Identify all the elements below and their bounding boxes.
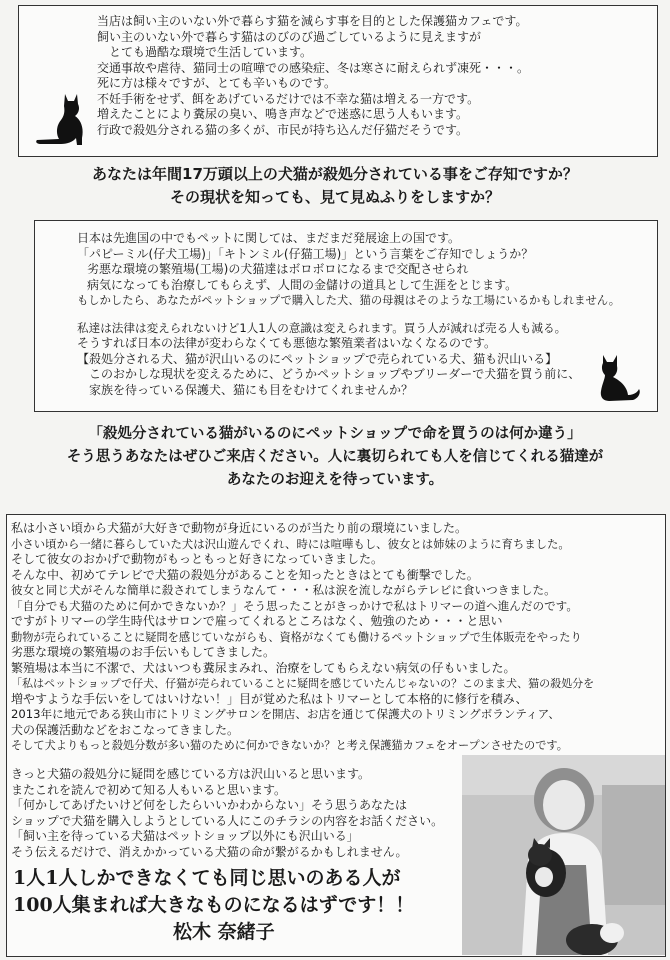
story-line: そして彼女のおかげで動物がもっともっと好きになっていきました。	[11, 552, 384, 566]
headline-line: その現状を知っても、見て見ぬふりをしますか？	[169, 188, 500, 206]
intro-line: 交通事故や虐待、猫同士の喧嘩での感染症、冬は寒さに耐えられず凍死・・・。	[97, 60, 530, 75]
author-photo	[462, 755, 665, 955]
industry-line: 「パピーミル(仔犬工場)」「キトンミル(仔猫工場)」という言葉をご存知でしょうか？	[77, 246, 534, 261]
industry-line: 私達は法律は変えられないけど1人1人の意識は変えられます。買う人が減れば売る人も減る。	[77, 320, 567, 335]
industry-line: もしかしたら、あなたがペットショップで購入した犬、猫の母親はそのような工場にいるかもしれません。	[77, 294, 621, 307]
intro-text	[97, 14, 529, 138]
intro-line: 行政で殺処分される猫の多くが、市民が持ち込んだ仔猫だそうです。	[97, 122, 469, 137]
handwritten-message: 100人集まれば大きなものになるはずです！！	[13, 894, 415, 916]
story-line: 2013年に地元である狭山市にトリミングサロンを開店、お店を通じて保護犬のトリミングボランティア、	[11, 707, 560, 721]
story-line: 劣悪な環境の繁殖場のお手伝いもしてきました。	[11, 645, 276, 659]
headline-line: 「殺処分されている猫がいるのにペットショップで命を買うのは何か違う」	[88, 426, 582, 442]
story-line: 小さい頃から一緒に暮らしていた犬は沢山遊んでくれ、時には喧嘩もし、彼女とは姉妹のように育ちました。	[11, 536, 570, 551]
closing-line: 「飼い主を待っている犬猫はペットショップ以外にも沢山いる」	[11, 829, 359, 843]
headline-line: あなたは年間17万頭以上の犬猫が殺処分されている事をご存知ですか？	[92, 165, 578, 183]
author-with-cat-illustration	[462, 755, 665, 955]
closing-text	[11, 767, 443, 860]
signoff	[13, 865, 414, 946]
author-signature: 松木 奈緒子	[173, 921, 275, 943]
handwritten-message: 1人1人しかできなくても同じ思いのある人が	[13, 867, 401, 889]
closing-line: ショップで犬猫を購入しようとしている人にこのチラシの内容をお話ください。	[11, 813, 444, 828]
closing-line: そう伝えるだけで、消えかかっている犬猫の命が繋がるかもしれません。	[11, 844, 408, 859]
story-line: 動物が売られていることに疑問を感じていながらも、資格がなくても働けるペットショップで生体販売をやったり	[11, 630, 582, 644]
industry-line: 家族を待っている保護犬、猫にも目をむけてくれませんか？	[89, 382, 414, 397]
intro-line: 当店は飼い主のいない外で暮らす猫を減らす事を目的とした保護猫カフェです。	[97, 14, 528, 28]
story-text	[11, 521, 594, 754]
industry-line: このおかしな現状を変えるために、どうかペットショップやブリーダーで犬猫を買う前に、	[89, 367, 581, 381]
intro-line: 飼い主のいない外で暮らす猫はのびのび過ごしているように見えますが	[97, 29, 482, 44]
intro-line: 増えたことにより糞尿の臭い、鳴き声などで迷惑に思う人もいます。	[97, 107, 469, 121]
closing-line: またこれを読んで初めて知る人もいると思います。	[11, 782, 287, 797]
cat-silhouette-icon	[29, 88, 91, 150]
story-line: そんな中、初めてテレビで犬猫の殺処分があることを知ったときはとても衝撃でした。	[11, 567, 479, 582]
pet-industry-box	[34, 220, 658, 412]
headline-call-to-action	[0, 423, 670, 492]
intro-box	[18, 5, 658, 157]
story-line: 「私はペットショップで仔犬、仔猫が売られていることに疑問を感じていたんじゃないの？このまま犬、猫の殺処分を	[11, 677, 595, 690]
closing-line: 「何かしてあげたいけど何をしたらいいかわからない」そう思うあなたは	[11, 798, 408, 812]
story-line: 彼女と同じ犬がそんな簡単に殺されてしまうなんて・・・私は涙を流しながらテレビに食いつきました。	[11, 583, 556, 597]
story-line: 増やすような手伝いをしてはいけない！」目が覚めた私はトリマーとして本格的に修行を積み、	[11, 691, 528, 706]
industry-line: 劣悪な環境の繁殖場(工場)の犬猫達はボロボロになるまで交配させられ	[87, 262, 469, 276]
intro-line: 不妊手術をせず、餌をあげているだけでは不幸な猫は増える一方です。	[97, 91, 480, 106]
intro-line: 死に方は様々ですが、とても辛いものです。	[97, 76, 337, 90]
story-line: 繁殖場は本当に不潔で、犬はいつも糞尿まみれ、治療をしてもらえない病気の仔もいました。	[11, 660, 516, 675]
pet-industry-text	[77, 231, 620, 398]
industry-line: 病気になっても治療してもらえず、人間の金儲けの道具として生涯をとじます。	[87, 277, 518, 292]
industry-line: 日本は先進国の中でもペットに関しては、まだまだ発展途上の国です。	[77, 231, 461, 245]
industry-line: そうすれば日本の法律が変わらなくても悪徳な繁殖業者はいなくなるのです。	[77, 336, 497, 350]
story-line: そして犬よりもっと殺処分数が多い猫のために何かできないか？と考え保護猫カフェをオープンさせたのです。	[11, 739, 568, 752]
story-line: ですがトリマーの学生時代はサロンで雇ってくれるところはなく、勉強のため・・・と思い	[11, 614, 503, 628]
story-line: 犬の保護活動などをおこなってきました。	[11, 722, 240, 737]
headline-line: あなたのお迎えを待っています。	[226, 472, 444, 488]
industry-line: 【殺処分される犬、猫が沢山いるのにペットショップで売られている犬、猫も沢山いる】	[77, 351, 558, 366]
story-line: 「自分でも犬猫のために何かできないか？」そう思ったことがきっかけで私はトリマーの道へ進んだのです。	[11, 598, 578, 613]
cat-silhouette-icon	[595, 351, 645, 403]
closing-line: きっと犬猫の殺処分に疑問を感じている方は沢山いると思います。	[11, 767, 371, 781]
intro-line: とても過酷な環境で生活しています。	[109, 45, 313, 59]
headline-line: そう思うあなたはぜひご来店ください。人に裏切られても人を信じてくれる猫達が	[66, 449, 604, 465]
story-line: 私は小さい頃から犬猫が大好きで動物が身近にいるのが当たり前の環境にいました。	[11, 521, 468, 535]
headline-statistics	[0, 163, 670, 209]
